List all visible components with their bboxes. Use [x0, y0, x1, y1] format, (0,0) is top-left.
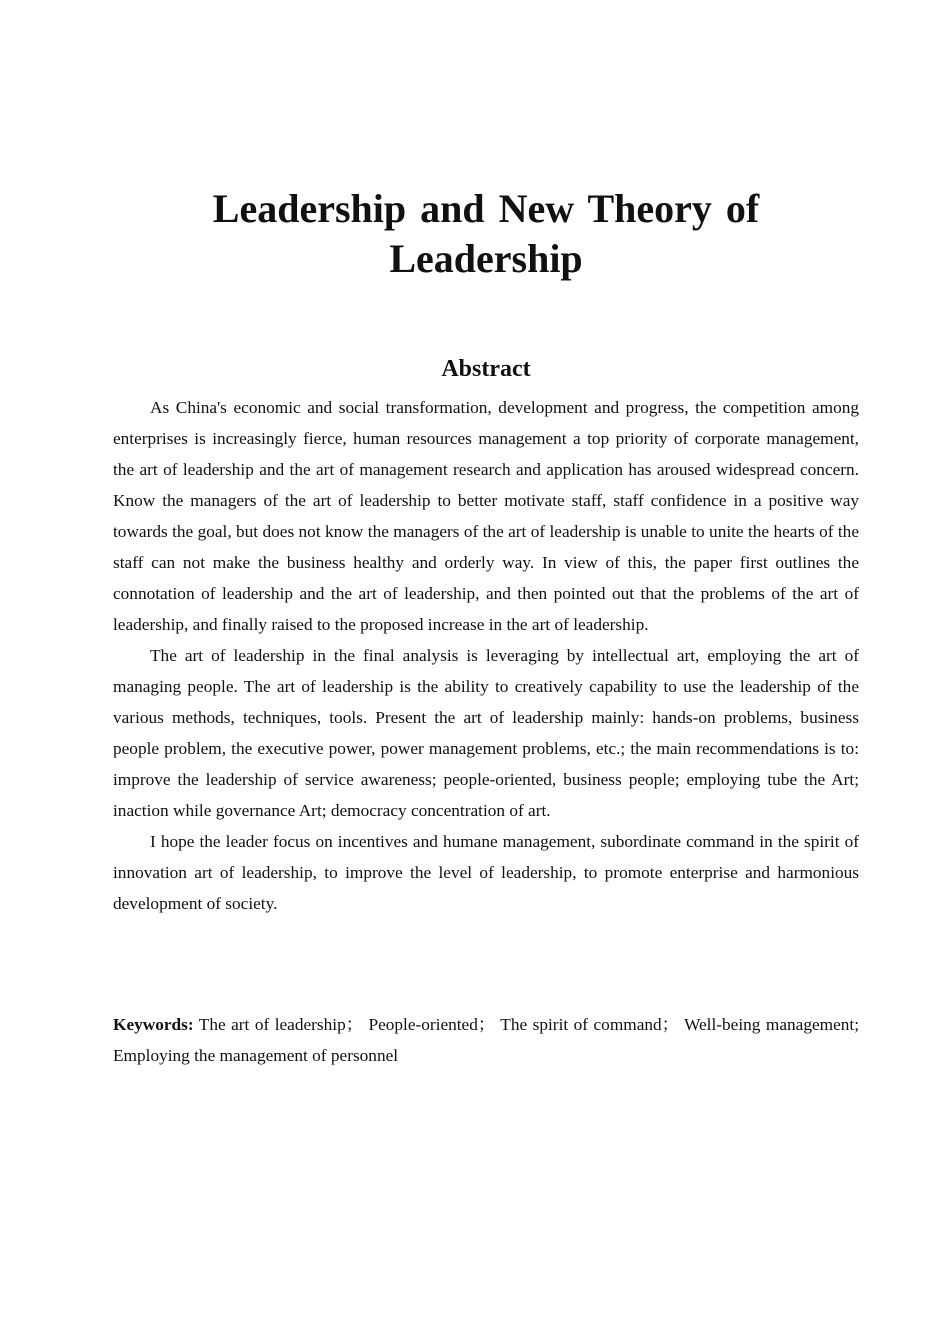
- keywords-label: Keywords:: [113, 1015, 194, 1034]
- abstract-heading: Abstract: [441, 356, 531, 382]
- abstract-paragraph-1: As China's economic and social transformation, development and progress, the competition among enterprises is increasingly fierce, human resources management a top priority of corporate management, the art of leadership and the art of management research and application has aroused widespread concern. Know the managers of the art of leadership to better motivate staff, staff confidence in a positive way towards the goal, but does not know the managers of the art of leadership is unable to unite the hearts of the staff can not make the business healthy and orderly way. In view of this, the paper first outlines the connotation of leadership and the art of leadership, and then pointed out that the problems of the art of leadership, and finally raised to the proposed increase in the art of leadership.: [113, 398, 859, 634]
- keywords-list: The art of leadership； People-oriented； The spirit of command； Well-being management; Employing the management of personnel: [113, 1015, 859, 1065]
- abstract-paragraph-3: I hope the leader focus on incentives and humane management, subordinate command in the spirit of innovation art of leadership, to improve the level of leadership, to promote enterprise and harmonious development of society.: [113, 832, 859, 913]
- document-title: Leadership and New Theory of Leadership: [212, 186, 760, 281]
- abstract-body: [113, 392, 859, 919]
- keywords-section: [113, 1009, 859, 1071]
- abstract-paragraph-2: The art of leadership in the final analysis is leveraging by intellectual art, employing the art of managing people. The art of leadership is the ability to creatively capability to use the leadership of the various methods, techniques, tools. Present the art of leadership mainly: hands-on problems, business people problem, the executive power, power management problems, etc.; the main recommendations is to: improve the leadership of service awareness; people-oriented, business people; employing tube the Art; inaction while governance Art; democracy concentration of art.: [113, 646, 859, 820]
